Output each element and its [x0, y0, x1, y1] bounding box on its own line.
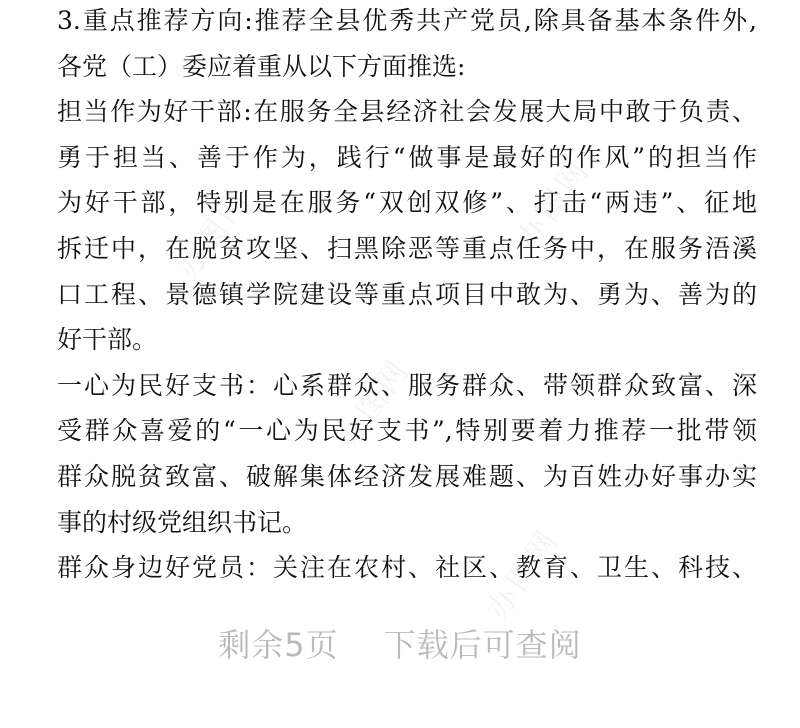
text-line: 为好干部，特别是在服务“双创双修”、打击“两违”、征地	[57, 188, 757, 218]
remaining-pages-notice[interactable]	[0, 620, 800, 666]
watermark: 办图网	[480, 522, 568, 626]
text-line: 各党（工）委应着重从以下方面推选:	[57, 51, 466, 81]
text-line: 好干部。	[57, 325, 158, 355]
text-line: 事的村级党组织书记。	[57, 507, 308, 537]
watermark: 办图网	[510, 152, 598, 256]
text-line: 口工程、景德镇学院建设等重点项目中敢为、勇为、善为的	[57, 279, 757, 309]
download-hint-label: 下载后可查阅	[383, 626, 582, 664]
watermark: 办图网	[170, 182, 258, 286]
document-body	[57, 0, 757, 591]
text-line: 3.重点推荐方向:推荐全县优秀共产党员,除具备基本条件外,	[57, 6, 757, 35]
text-line: 担当作为好干部:在服务全县经济社会发展大局中敢于负责、	[57, 97, 757, 127]
watermark: 办图网	[330, 352, 418, 456]
text-line: 一心为民好支书：心系群众、服务群众、带领群众致富、深	[57, 370, 757, 400]
text-line: 群众身边好党员：关注在农村、社区、教育、卫生、科技、	[57, 553, 757, 583]
text-line: 勇于担当、善于作为，践行“做事是最好的作风”的担当作	[57, 142, 757, 172]
remaining-pages-label: 剩余5页	[218, 626, 339, 664]
text-line: 群众脱贫致富、破解集体经济发展难题、为百姓办好事办实	[57, 461, 757, 491]
text-line: 受群众喜爱的“一心为民好支书”,特别要着力推荐一批带领	[57, 416, 757, 446]
text-line: 拆迁中，在脱贫攻坚、扫黑除恶等重点任务中，在服务浯溪	[57, 233, 757, 263]
